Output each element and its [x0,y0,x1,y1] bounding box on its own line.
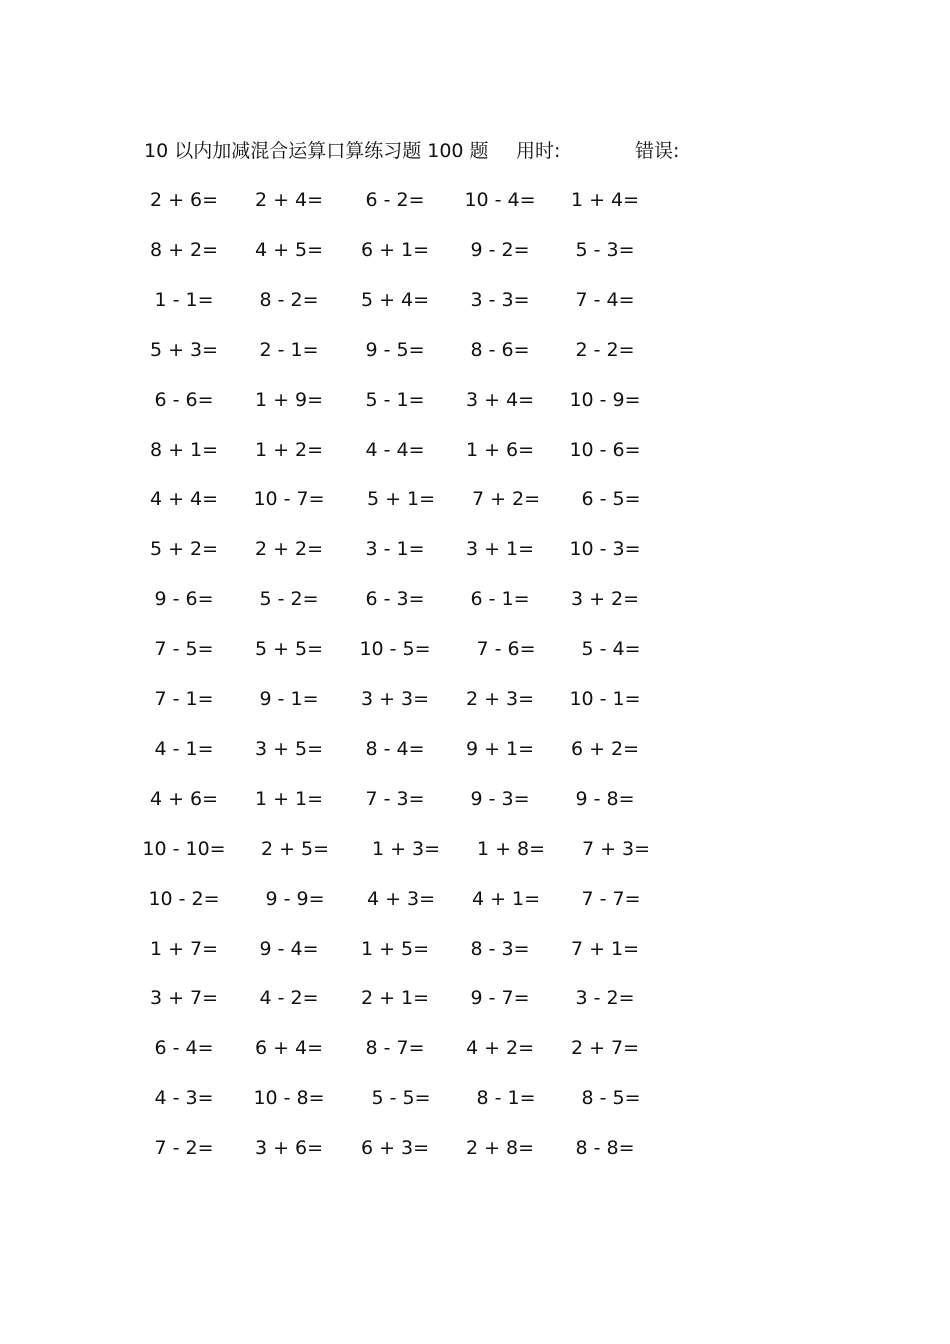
problem-row [0,534,950,564]
problem-cell: 3 + 7= [149,987,219,1009]
problem-cell: 5 - 1= [365,389,425,411]
problem-cell: 6 - 1= [470,588,530,610]
problem-cell: 9 - 9= [265,888,325,910]
problem-row [0,235,950,265]
problem-row [0,484,950,514]
problem-cell: 3 + 4= [465,389,535,411]
problem-cell: 6 + 3= [360,1137,430,1159]
problem-cell: 10 - 2= [148,888,220,910]
problem-cell: 9 - 8= [575,788,635,810]
problem-cell: 5 - 2= [259,588,319,610]
problem-cell: 1 + 2= [254,439,324,461]
problem-cell: 10 - 9= [569,389,641,411]
problem-row [0,335,950,365]
problem-cell: 9 - 2= [470,239,530,261]
problem-cell: 2 + 4= [254,189,324,211]
problem-cell: 1 + 7= [149,938,219,960]
problem-cell: 7 + 2= [471,488,541,510]
problem-cell: 6 - 4= [154,1037,214,1059]
problem-cell: 4 + 4= [149,488,219,510]
problem-cell: 10 - 10= [142,838,226,860]
problem-cell: 7 - 7= [581,888,641,910]
problem-cell: 1 + 4= [570,189,640,211]
problem-cell: 6 + 2= [570,738,640,760]
problem-row [0,684,950,714]
problem-cell: 2 + 8= [465,1137,535,1159]
problem-cell: 2 + 3= [465,688,535,710]
problem-row [0,884,950,914]
problem-cell: 10 - 6= [569,439,641,461]
errors-label: 错误: [635,140,680,162]
problem-cell: 10 - 4= [464,189,536,211]
problem-cell: 6 - 2= [365,189,425,211]
problem-cell: 7 - 3= [365,788,425,810]
problem-cell: 7 - 1= [154,688,214,710]
problem-row [0,584,950,614]
problem-row [0,1133,950,1163]
problem-cell: 6 - 3= [365,588,425,610]
problem-cell: 9 - 1= [259,688,319,710]
problem-cell: 1 + 1= [254,788,324,810]
problem-row [0,934,950,964]
problem-row [0,435,950,465]
problem-cell: 8 - 6= [470,339,530,361]
problem-row [0,385,950,415]
problem-cell: 6 + 4= [254,1037,324,1059]
problem-cell: 8 + 2= [149,239,219,261]
problem-cell: 2 + 5= [260,838,330,860]
problem-row [0,983,950,1013]
problem-cell: 5 + 1= [366,488,436,510]
problem-cell: 5 - 5= [371,1087,431,1109]
problem-cell: 3 + 3= [360,688,430,710]
problem-cell: 3 + 5= [254,738,324,760]
problem-cell: 10 - 7= [253,488,325,510]
problem-cell: 10 - 1= [569,688,641,710]
problem-cell: 1 + 9= [254,389,324,411]
problem-cell: 7 - 6= [476,638,536,660]
problem-cell: 9 + 1= [465,738,535,760]
problem-cell: 4 - 4= [365,439,425,461]
problem-cell: 1 - 1= [154,289,214,311]
problem-cell: 3 - 3= [470,289,530,311]
problem-cell: 9 - 4= [259,938,319,960]
problem-cell: 9 - 7= [470,987,530,1009]
problem-cell: 6 - 6= [154,389,214,411]
problem-cell: 1 + 3= [371,838,441,860]
problem-cell: 8 - 8= [575,1137,635,1159]
problem-cell: 10 - 5= [359,638,431,660]
problem-cell: 4 - 1= [154,738,214,760]
problem-cell: 3 + 1= [465,538,535,560]
problem-cell: 4 + 5= [254,239,324,261]
problem-row [0,734,950,764]
problem-cell: 5 + 3= [149,339,219,361]
problem-cell: 4 + 1= [471,888,541,910]
problem-cell: 4 - 2= [259,987,319,1009]
problem-cell: 5 + 5= [254,638,324,660]
worksheet-title: 10 以内加减混合运算口算练习题 100 题 [144,140,489,162]
problem-row [0,285,950,315]
problem-cell: 10 - 3= [569,538,641,560]
problem-cell: 6 + 1= [360,239,430,261]
problem-cell: 7 - 5= [154,638,214,660]
problem-cell: 2 + 2= [254,538,324,560]
problem-cell: 5 + 2= [149,538,219,560]
problem-cell: 4 + 2= [465,1037,535,1059]
problem-cell: 3 + 2= [570,588,640,610]
problem-row [0,1083,950,1113]
problem-cell: 10 - 8= [253,1087,325,1109]
problem-cell: 2 + 7= [570,1037,640,1059]
problem-cell: 1 + 8= [476,838,546,860]
problem-cell: 5 + 4= [360,289,430,311]
problem-cell: 9 - 5= [365,339,425,361]
problem-cell: 3 - 1= [365,538,425,560]
problem-cell: 8 - 5= [581,1087,641,1109]
problem-cell: 7 + 3= [581,838,651,860]
problem-cell: 2 - 2= [575,339,635,361]
problem-cell: 8 - 7= [365,1037,425,1059]
problem-cell: 8 - 4= [365,738,425,760]
problem-row [0,834,950,864]
problem-cell: 3 + 6= [254,1137,324,1159]
problem-row [0,634,950,664]
problem-cell: 5 - 4= [581,638,641,660]
problem-row [0,784,950,814]
problem-cell: 4 + 6= [149,788,219,810]
problem-cell: 2 - 1= [259,339,319,361]
problem-cell: 1 + 6= [465,439,535,461]
problem-cell: 3 - 2= [575,987,635,1009]
problem-cell: 8 - 3= [470,938,530,960]
problem-cell: 7 + 1= [570,938,640,960]
problem-cell: 6 - 5= [581,488,641,510]
problem-cell: 8 + 1= [149,439,219,461]
problem-cell: 9 - 3= [470,788,530,810]
problem-cell: 7 - 4= [575,289,635,311]
problem-cell: 4 - 3= [154,1087,214,1109]
problem-cell: 9 - 6= [154,588,214,610]
problem-row [0,185,950,215]
time-used-label: 用时: [516,140,561,162]
problem-cell: 8 - 2= [259,289,319,311]
problem-cell: 1 + 5= [360,938,430,960]
problem-cell: 2 + 1= [360,987,430,1009]
problem-cell: 8 - 1= [476,1087,536,1109]
problem-cell: 4 + 3= [366,888,436,910]
problem-cell: 2 + 6= [149,189,219,211]
problem-row [0,1033,950,1063]
problem-cell: 5 - 3= [575,239,635,261]
problem-cell: 7 - 2= [154,1137,214,1159]
